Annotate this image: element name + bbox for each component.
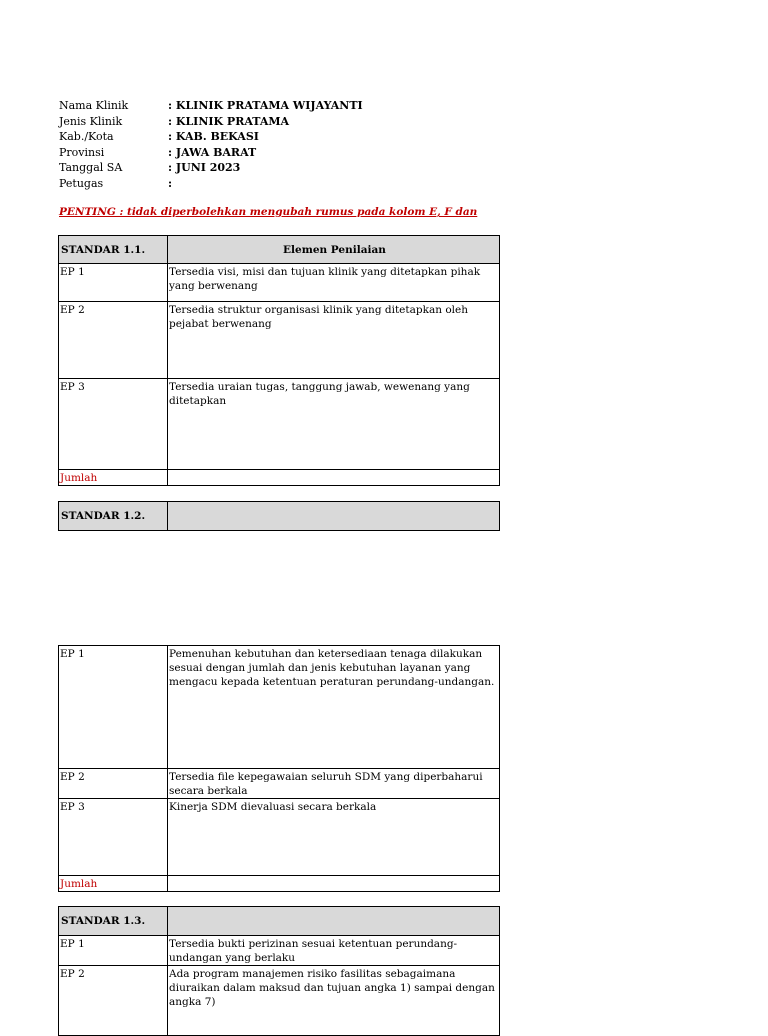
jumlah-label: Jumlah <box>59 876 168 892</box>
standard-1-2-header-table <box>58 501 500 531</box>
table-header <box>59 907 500 936</box>
jumlah-value <box>168 470 500 486</box>
info-value: : KAB. BEKASI <box>168 130 259 143</box>
standard-title: STANDAR 1.2. <box>59 502 168 531</box>
ep-label: EP 3 <box>59 379 168 470</box>
info-row <box>59 98 363 114</box>
info-row <box>59 129 363 145</box>
standard-title: STANDAR 1.3. <box>59 907 168 936</box>
standard-1-3-table <box>58 906 500 1036</box>
table-row <box>59 379 500 470</box>
ep-text: Tersedia visi, misi dan tujuan klinik yang ditetapkan pihak yang berwenang <box>168 264 500 302</box>
info-value: : <box>168 176 173 190</box>
jumlah-label: Jumlah <box>59 470 168 486</box>
info-label: Petugas <box>59 176 104 190</box>
ep-text: Kinerja SDM dievaluasi secara berkala <box>168 799 500 876</box>
ep-text: Tersedia bukti perizinan sesuai ketentuan perundang-undangan yang berlaku <box>168 936 500 966</box>
column-header: Elemen Penilaian <box>168 236 500 264</box>
info-value: : KLINIK PRATAMA WIJAYANTI <box>168 99 363 112</box>
table-row <box>59 646 500 769</box>
clinic-info <box>59 98 363 191</box>
ep-text: Pemenuhan kebutuhan dan ketersediaan tenaga dilakukan sesuai dengan jumlah dan jenis kebutuhan layanan yang mengacu kepada ketentuan peraturan perundang-undangan. <box>168 646 500 769</box>
jumlah-row <box>59 876 500 892</box>
table-header <box>59 502 500 531</box>
standard-1-2-table <box>58 645 500 892</box>
ep-label: EP 2 <box>59 302 168 379</box>
info-label: Kab./Kota <box>59 130 114 143</box>
ep-label: EP 1 <box>59 264 168 302</box>
info-value: : JAWA BARAT <box>168 145 257 159</box>
table-header <box>59 236 500 264</box>
table-row <box>59 264 500 302</box>
info-label: Provinsi <box>59 145 105 159</box>
info-value: : JUNI 2023 <box>168 161 241 174</box>
info-row <box>59 145 363 161</box>
column-header <box>168 502 500 531</box>
jumlah-value <box>168 876 500 892</box>
table-row <box>59 302 500 379</box>
jumlah-row <box>59 470 500 486</box>
info-label: Jenis Klinik <box>59 114 123 128</box>
info-row <box>59 114 363 130</box>
ep-label: EP 1 <box>59 936 168 966</box>
ep-label: EP 2 <box>59 769 168 799</box>
ep-label: EP 3 <box>59 799 168 876</box>
info-label: Tanggal SA <box>59 161 123 174</box>
ep-label: EP 1 <box>59 646 168 769</box>
info-row <box>59 160 363 176</box>
table-row <box>59 936 500 966</box>
column-header <box>168 907 500 936</box>
ep-text: Tersedia struktur organisasi klinik yang ditetapkan oleh pejabat berwenang <box>168 302 500 379</box>
table-row <box>59 966 500 1036</box>
info-row <box>59 176 363 192</box>
table-row <box>59 799 500 876</box>
table-row <box>59 769 500 799</box>
info-label: Nama Klinik <box>59 99 129 112</box>
ep-text: Tersedia file kepegawaian seluruh SDM yang diperbaharui secara berkala <box>168 769 500 799</box>
ep-label: EP 2 <box>59 966 168 1036</box>
warning-note: PENTING : tidak diperbolehkan mengubah rumus pada kolom E, F dan <box>59 206 478 218</box>
ep-text: Ada program manajemen risiko fasilitas sebagaimana diuraikan dalam maksud dan tujuan angka 1) sampai dengan angka 7) <box>168 966 500 1036</box>
standard-title: STANDAR 1.1. <box>59 236 168 264</box>
standard-1-1-table <box>58 235 500 486</box>
ep-text: Tersedia uraian tugas, tanggung jawab, wewenang yang ditetapkan <box>168 379 500 470</box>
info-value: : KLINIK PRATAMA <box>168 114 290 128</box>
